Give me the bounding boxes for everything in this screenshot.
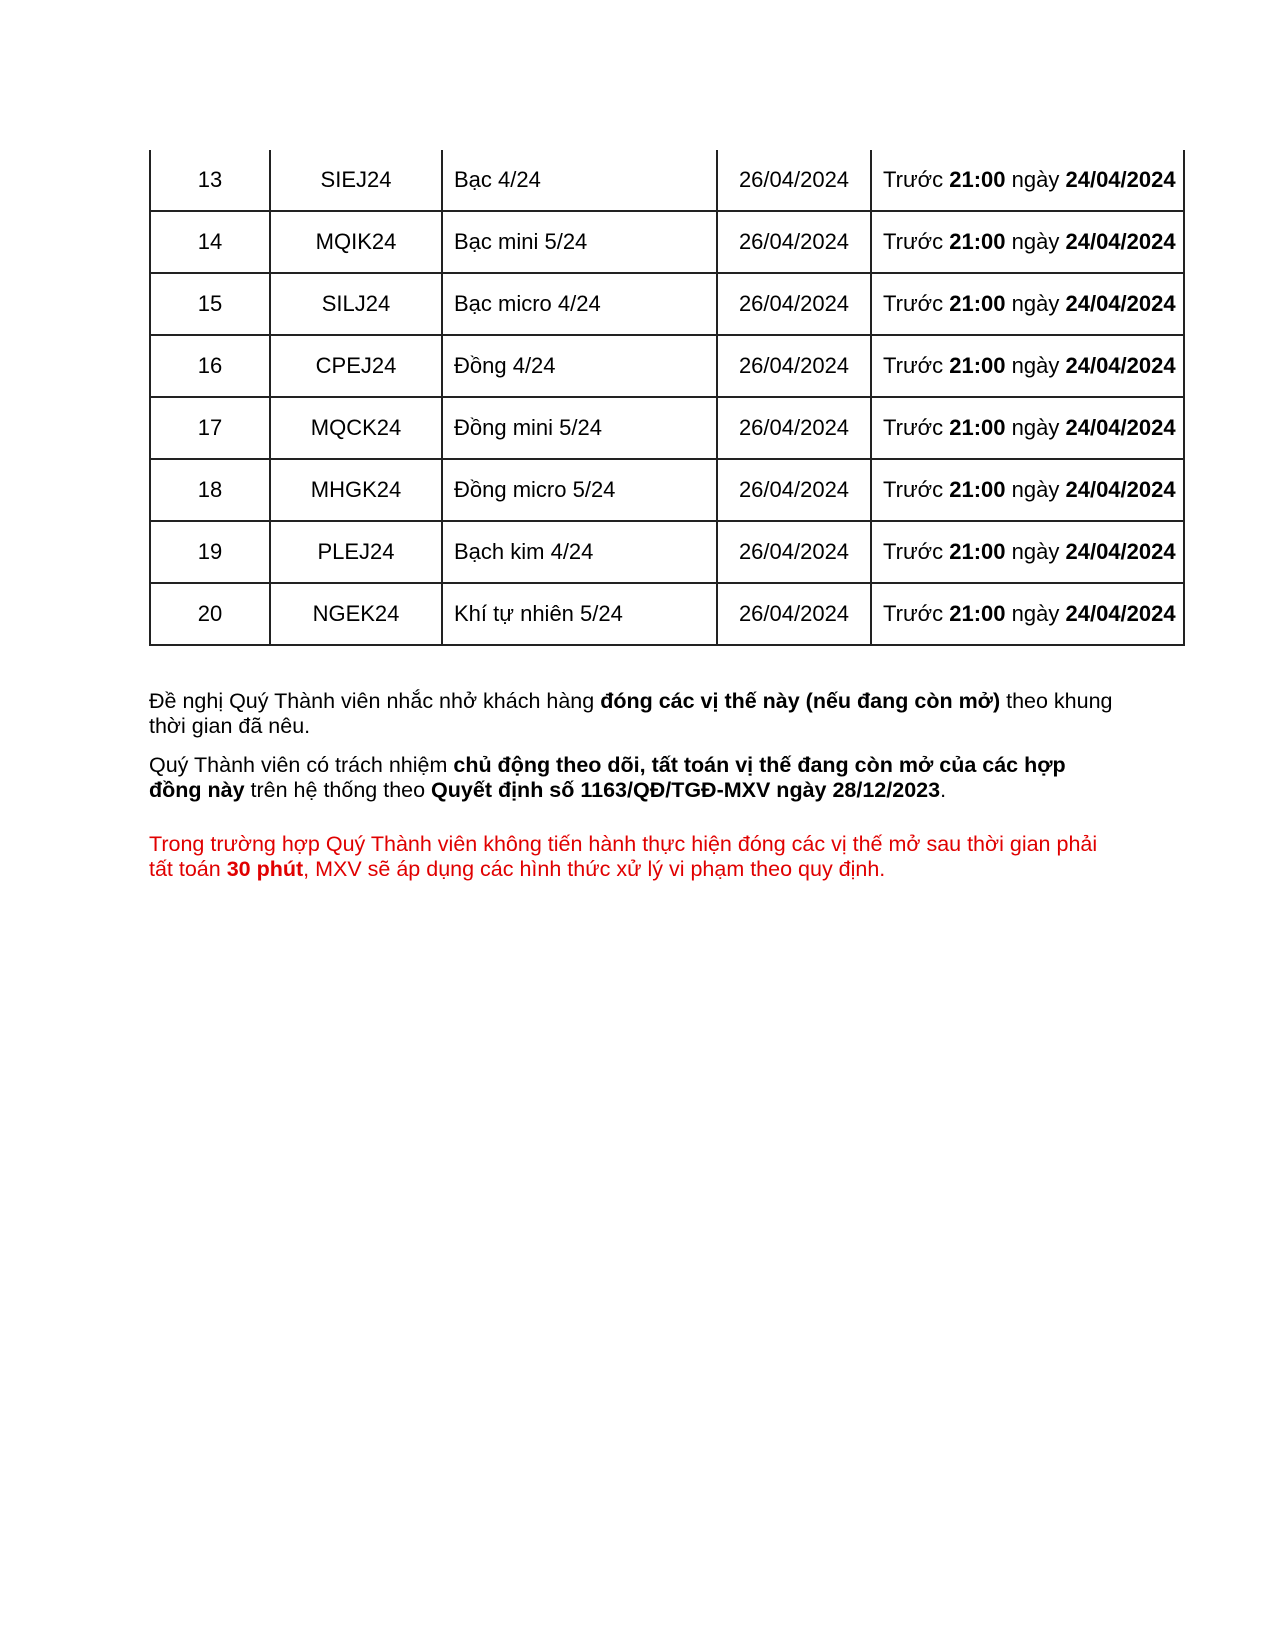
deadline-prefix: Trước — [883, 167, 944, 192]
deadline-day-word: ngày — [1011, 477, 1060, 502]
deadline-date: 24/04/2024 — [1065, 229, 1176, 254]
decision-reference: Quyết định số 1163/QĐ/TGĐ-MXV ngày 28/12/2023 — [431, 778, 941, 802]
reminder-text-start: Đề nghị Quý Thành viên nhắc nhở khách hàng — [149, 689, 601, 713]
warning-time-bold: 30 phút — [226, 857, 304, 881]
close-deadline-cell — [871, 459, 1184, 521]
deadline-time: 21:00 — [949, 477, 1006, 502]
deadline-time: 21:00 — [949, 291, 1006, 316]
contract-name-cell: Bạc mini 5/24 — [442, 211, 717, 273]
deadline-prefix: Trước — [883, 353, 944, 378]
contract-name-cell: Bạc 4/24 — [442, 150, 717, 211]
responsibility-text-start: Quý Thành viên có trách nhiệm — [149, 753, 454, 777]
violation-warning-paragraph — [149, 832, 1119, 882]
table-row — [150, 273, 1184, 335]
table-row — [150, 397, 1184, 459]
reminder-text-end: theo khung thời gian đã nêu. — [149, 689, 1113, 738]
contract-code-cell: MQIK24 — [270, 211, 442, 273]
last-trading-date-cell: 26/04/2024 — [717, 397, 871, 459]
warning-text-start: Trong trường hợp Quý Thành viên không tiến hành thực hiện đóng các vị thế mở sau thời gian phải tất toán — [149, 832, 1098, 881]
deadline-date: 24/04/2024 — [1065, 353, 1176, 378]
close-deadline-cell — [871, 273, 1184, 335]
row-number-cell: 18 — [150, 459, 270, 521]
contract-name-cell: Đồng 4/24 — [442, 335, 717, 397]
deadline-day-word: ngày — [1011, 601, 1060, 626]
last-trading-date-cell: 26/04/2024 — [717, 583, 871, 645]
deadline-date: 24/04/2024 — [1065, 477, 1176, 502]
row-number-cell: 13 — [150, 150, 270, 211]
deadline-date: 24/04/2024 — [1065, 415, 1176, 440]
deadline-time: 21:00 — [949, 229, 1006, 254]
last-trading-date-cell: 26/04/2024 — [717, 211, 871, 273]
row-number-cell: 15 — [150, 273, 270, 335]
table-row — [150, 211, 1184, 273]
deadline-time: 21:00 — [949, 167, 1006, 192]
deadline-date: 24/04/2024 — [1065, 291, 1176, 316]
contract-name-cell: Đồng micro 5/24 — [442, 459, 717, 521]
table-row — [150, 150, 1184, 211]
contract-code-cell: SILJ24 — [270, 273, 442, 335]
row-number-cell: 20 — [150, 583, 270, 645]
contract-name-cell: Bạch kim 4/24 — [442, 521, 717, 583]
contract-name-cell: Bạc micro 4/24 — [442, 273, 717, 335]
table-row — [150, 335, 1184, 397]
contracts-table-body — [150, 150, 1184, 645]
contract-code-cell: SIEJ24 — [270, 150, 442, 211]
row-number-cell: 19 — [150, 521, 270, 583]
reminder-paragraph — [149, 689, 1119, 739]
table-row — [150, 583, 1184, 645]
contract-code-cell: PLEJ24 — [270, 521, 442, 583]
row-number-cell: 16 — [150, 335, 270, 397]
row-number-cell: 14 — [150, 211, 270, 273]
last-trading-date-cell: 26/04/2024 — [717, 521, 871, 583]
close-deadline-cell — [871, 397, 1184, 459]
deadline-date: 24/04/2024 — [1065, 167, 1176, 192]
deadline-day-word: ngày — [1011, 291, 1060, 316]
contract-code-cell: CPEJ24 — [270, 335, 442, 397]
contract-name-cell: Đồng mini 5/24 — [442, 397, 717, 459]
last-trading-date-cell: 26/04/2024 — [717, 273, 871, 335]
responsibility-text-bold: chủ động theo dõi, tất toán vị thế đang còn mở của các hợp đồng này — [149, 753, 1066, 802]
close-deadline-cell — [871, 211, 1184, 273]
deadline-time: 21:00 — [949, 353, 1006, 378]
deadline-prefix: Trước — [883, 601, 944, 626]
responsibility-text-end: . — [940, 778, 947, 802]
reminder-text-bold: đóng các vị thế này (nếu đang còn mở) — [600, 689, 1001, 713]
deadline-day-word: ngày — [1011, 415, 1060, 440]
deadline-day-word: ngày — [1011, 167, 1060, 192]
deadline-prefix: Trước — [883, 415, 944, 440]
close-deadline-cell — [871, 335, 1184, 397]
warning-text-end: , MXV sẽ áp dụng các hình thức xử lý vi phạm theo quy định. — [303, 857, 886, 881]
table-row — [150, 459, 1184, 521]
last-trading-date-cell: 26/04/2024 — [717, 459, 871, 521]
deadline-time: 21:00 — [949, 415, 1006, 440]
deadline-date: 24/04/2024 — [1065, 539, 1176, 564]
row-number-cell: 17 — [150, 397, 270, 459]
deadline-prefix: Trước — [883, 477, 944, 502]
deadline-prefix: Trước — [883, 539, 944, 564]
close-deadline-cell — [871, 150, 1184, 211]
deadline-date: 24/04/2024 — [1065, 601, 1176, 626]
deadline-time: 21:00 — [949, 539, 1006, 564]
contract-name-cell: Khí tự nhiên 5/24 — [442, 583, 717, 645]
last-trading-date-cell: 26/04/2024 — [717, 335, 871, 397]
contract-code-cell: NGEK24 — [270, 583, 442, 645]
close-deadline-cell — [871, 521, 1184, 583]
close-deadline-cell — [871, 583, 1184, 645]
deadline-prefix: Trước — [883, 291, 944, 316]
contracts-table — [149, 150, 1185, 646]
table-row — [150, 521, 1184, 583]
deadline-prefix: Trước — [883, 229, 944, 254]
responsibility-text-mid: trên hệ thống theo — [244, 778, 432, 802]
deadline-day-word: ngày — [1011, 539, 1060, 564]
contract-code-cell: MQCK24 — [270, 397, 442, 459]
deadline-day-word: ngày — [1011, 229, 1060, 254]
deadline-day-word: ngày — [1011, 353, 1060, 378]
responsibility-paragraph — [149, 753, 1119, 803]
contract-code-cell: MHGK24 — [270, 459, 442, 521]
last-trading-date-cell: 26/04/2024 — [717, 150, 871, 211]
deadline-time: 21:00 — [949, 601, 1006, 626]
